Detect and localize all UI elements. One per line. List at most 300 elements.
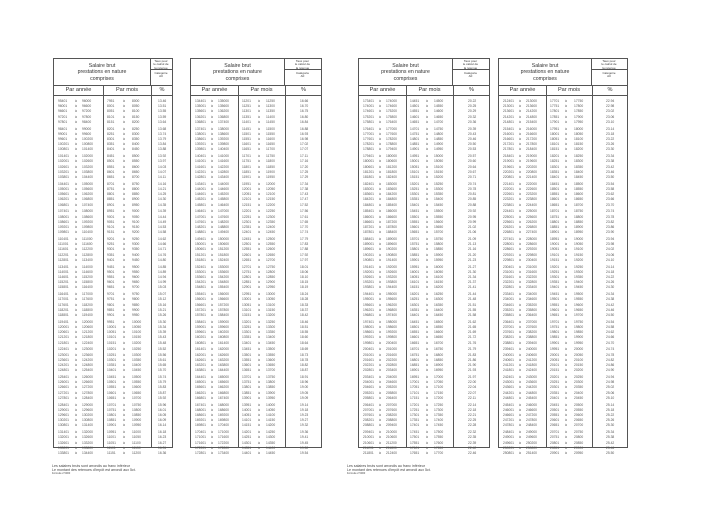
month-from: 10051 <box>107 330 117 335</box>
separator: à <box>123 440 125 445</box>
year-from: 160201 <box>195 335 207 340</box>
year-from: 250201 <box>503 445 515 450</box>
month-to: 15700 <box>434 230 444 235</box>
separator: à <box>379 219 381 224</box>
year-to: 108000 <box>82 209 94 214</box>
year-to: 166200 <box>218 385 230 390</box>
year-from: 174001 <box>363 104 375 109</box>
year-to: 97800 <box>82 114 92 119</box>
heading-line: Salaire brut <box>392 63 419 69</box>
table-header <box>54 59 172 86</box>
month-from: 10901 <box>107 423 117 428</box>
separator: à <box>123 423 125 428</box>
year-to: 249600 <box>526 435 538 440</box>
year-from: 137401 <box>195 126 207 131</box>
rate-pct: 23.38 <box>606 159 615 164</box>
year-to: 142200 <box>218 164 230 169</box>
rate-pct: 25.22 <box>606 413 615 417</box>
month-to: 18700 <box>574 202 584 207</box>
year-from: 204001 <box>363 380 375 385</box>
month-to: 9250 <box>132 237 140 241</box>
month-from: 13351 <box>242 335 252 340</box>
year-from: 177001 <box>363 131 375 136</box>
year-from: 208801 <box>363 423 375 428</box>
rate-pct: 14.30 <box>158 197 167 202</box>
month-from: 15751 <box>410 242 420 247</box>
year-to: 193800 <box>386 280 398 285</box>
month-to: 14400 <box>266 445 276 450</box>
year-from: 210601 <box>363 440 375 445</box>
table-row <box>54 175 172 180</box>
month-to: 19950 <box>574 340 584 345</box>
separator: à <box>519 375 521 379</box>
separator: à <box>211 357 213 362</box>
year-to: 161400 <box>218 340 230 345</box>
year-to: 234000 <box>526 292 538 297</box>
year-to: 121800 <box>82 335 94 340</box>
year-from: 111601 <box>58 247 69 252</box>
month-to: 15300 <box>434 187 444 191</box>
rate-pct: 15.30 <box>158 319 167 324</box>
separator: à <box>258 357 260 362</box>
year-to: 134400 <box>82 451 94 455</box>
month-to: 9400 <box>132 252 140 257</box>
separator: à <box>565 357 567 362</box>
year-from: 244801 <box>503 395 515 400</box>
rate-pct: 17.88 <box>300 247 309 252</box>
rate-pct: 14.11 <box>158 175 167 179</box>
month-from: 19401 <box>550 285 560 290</box>
month-from: 18051 <box>550 137 560 141</box>
year-to: 149400 <box>218 230 230 235</box>
separator: à <box>565 413 567 417</box>
separator: à <box>211 252 213 257</box>
month-to: 17250 <box>434 402 444 407</box>
month-from: 16101 <box>410 280 420 285</box>
separator: à <box>75 131 77 136</box>
year-to: 195600 <box>386 297 398 302</box>
rate-pct: 21.90 <box>468 363 477 367</box>
separator: à <box>258 131 260 136</box>
separator: à <box>211 307 213 312</box>
separator: à <box>379 147 381 152</box>
month-to: 16150 <box>434 280 444 285</box>
month-from: 16801 <box>410 357 420 362</box>
year-to: 184200 <box>386 192 398 197</box>
separator: à <box>211 423 213 428</box>
separator: à <box>379 164 381 169</box>
separator: à <box>123 451 125 455</box>
year-to: 148800 <box>218 225 230 229</box>
month-from: 16701 <box>410 347 420 352</box>
year-from: 153001 <box>195 269 207 274</box>
month-from: 14001 <box>242 407 252 412</box>
table-row <box>191 175 321 180</box>
separator: à <box>211 340 213 345</box>
rate-pct: 18.51 <box>300 325 309 329</box>
year-from: 135601 <box>195 109 207 114</box>
month-to: 17500 <box>434 430 444 435</box>
separator: à <box>123 104 125 109</box>
month-from: 17201 <box>410 402 420 407</box>
year-from: 99001 <box>58 131 68 136</box>
rate-pct: 14.66 <box>158 242 167 247</box>
year-from: 156601 <box>195 302 207 307</box>
month-to: 13400 <box>266 335 276 340</box>
month-to: 17000 <box>434 375 444 379</box>
month-to: 17200 <box>434 395 444 400</box>
heading-line: comprises <box>225 75 250 82</box>
separator: à <box>258 395 260 400</box>
year-from: 186601 <box>363 219 375 224</box>
separator: à <box>123 230 125 235</box>
month-to: 8950 <box>132 202 140 207</box>
month-from: 8051 <box>107 109 115 114</box>
month-from: 12851 <box>242 280 252 285</box>
year-to: 244800 <box>526 390 538 395</box>
month-from: 10551 <box>107 385 117 390</box>
rate-pct: 23.22 <box>606 137 615 141</box>
rate-pct: 20.29 <box>468 109 477 114</box>
rate-pct: 20.88 <box>468 202 477 207</box>
separator: à <box>258 175 260 179</box>
year-from: 189001 <box>363 242 375 247</box>
separator: à <box>565 142 567 147</box>
year-to: 188400 <box>386 230 398 235</box>
separator: à <box>258 423 260 428</box>
month-to: 11950 <box>266 175 275 179</box>
rate-pct: 22.98 <box>606 104 615 109</box>
month-to: 12600 <box>266 247 276 252</box>
separator: à <box>565 380 567 385</box>
year-to: 103800 <box>82 169 94 174</box>
rate-pct: 17.43 <box>300 192 309 197</box>
year-to: 185400 <box>386 202 398 207</box>
month-to: 20350 <box>574 385 584 390</box>
month-to: 19100 <box>574 247 584 252</box>
month-to: 12900 <box>266 280 276 285</box>
month-from: 10951 <box>107 430 117 435</box>
month-to: 15250 <box>434 181 444 186</box>
month-from: 20251 <box>550 380 560 385</box>
year-to: 233400 <box>526 285 538 290</box>
year-from: 178801 <box>363 147 375 152</box>
month-from: 8001 <box>107 104 115 109</box>
month-from: 10251 <box>107 352 117 357</box>
year-from: 246601 <box>503 413 515 417</box>
year-to: 177600 <box>386 131 398 136</box>
year-from: 165001 <box>195 380 207 385</box>
month-to: 8150 <box>132 114 140 119</box>
table-row <box>499 313 627 318</box>
separator: à <box>519 230 521 235</box>
separator: à <box>75 407 77 412</box>
month-from: 9401 <box>107 257 115 262</box>
year-to: 190800 <box>386 252 398 257</box>
rate-pct: 15.96 <box>158 402 167 407</box>
year-to: 155400 <box>218 285 230 290</box>
year-from: 203401 <box>363 375 375 379</box>
separator: à <box>258 192 260 197</box>
table-row <box>191 396 321 401</box>
month-from: 8751 <box>107 187 115 191</box>
year-to: 246000 <box>526 402 538 407</box>
month-to: 19800 <box>574 325 584 329</box>
separator: à <box>123 407 125 412</box>
separator: à <box>565 114 567 119</box>
year-from: 150001 <box>195 242 207 247</box>
month-to: 16300 <box>434 297 444 302</box>
year-to: 124800 <box>82 363 94 367</box>
year-to: 174600 <box>386 104 398 109</box>
rate-pct: 16.31 <box>158 445 167 450</box>
separator: à <box>123 126 125 131</box>
year-from: 202201 <box>363 363 375 367</box>
separator: à <box>75 252 77 257</box>
year-from: 232801 <box>503 285 515 290</box>
rate-pct: 17.47 <box>300 197 309 202</box>
month-to: 9100 <box>132 219 140 224</box>
year-from: 149401 <box>195 237 207 241</box>
year-from: 191401 <box>363 264 375 269</box>
year-from: 224401 <box>503 209 515 214</box>
year-to: 160800 <box>218 335 230 340</box>
table-row <box>191 230 321 235</box>
rate-pct: 16.27 <box>158 440 167 445</box>
year-to: 187800 <box>386 225 398 229</box>
rate-pct: 16.18 <box>158 430 167 435</box>
separator: à <box>519 445 521 450</box>
year-to: 210600 <box>386 435 398 440</box>
year-to: 159000 <box>218 319 230 324</box>
separator: à <box>211 335 213 340</box>
month-to: 11900 <box>266 169 275 174</box>
separator: à <box>211 109 213 114</box>
year-to: 141000 <box>218 154 230 159</box>
month-from: 12901 <box>242 285 252 290</box>
separator: à <box>258 159 260 164</box>
month-from: 15501 <box>410 214 420 219</box>
rate-pct: 15.34 <box>158 325 167 329</box>
month-to: 18750 <box>574 209 584 214</box>
rate-pct: 13.55 <box>158 109 167 114</box>
separator: à <box>123 197 125 202</box>
rate-pct: 21.13 <box>468 242 477 247</box>
separator: à <box>565 395 567 400</box>
month-to: 14050 <box>266 407 276 412</box>
month-to: 9750 <box>132 292 140 297</box>
separator: à <box>75 395 77 400</box>
month-to: 17100 <box>434 385 444 390</box>
year-to: 169200 <box>218 413 230 417</box>
month-from: 18401 <box>550 175 560 179</box>
year-from: 150601 <box>195 247 207 252</box>
month-to: 18300 <box>574 159 584 164</box>
separator: à <box>379 257 381 262</box>
month-from: 17251 <box>410 407 420 412</box>
year-from: 119401 <box>58 319 69 324</box>
month-from: 10101 <box>107 335 117 340</box>
separator: à <box>123 385 125 390</box>
separator: à <box>123 330 125 335</box>
separator: à <box>519 247 521 252</box>
month-from: 11951 <box>242 181 251 186</box>
year-to: 226800 <box>526 225 538 229</box>
month-from: 8201 <box>107 126 115 131</box>
year-to: 249000 <box>526 430 538 435</box>
table-header <box>499 59 627 86</box>
separator: à <box>211 385 213 390</box>
year-from: 200401 <box>363 347 375 352</box>
month-from: 13301 <box>242 330 252 335</box>
month-from: 13051 <box>242 302 252 307</box>
year-from: 96001 <box>58 104 68 109</box>
rate-pct: 20.78 <box>468 187 477 191</box>
month-to: 17550 <box>434 435 444 440</box>
year-from: 172801 <box>195 451 207 455</box>
separator: à <box>123 275 125 279</box>
year-from: 186001 <box>363 214 375 219</box>
separator: à <box>75 257 77 262</box>
year-to: 184800 <box>386 197 398 202</box>
heading-line: prestations en nature <box>520 69 570 76</box>
year-from: 201001 <box>363 352 375 357</box>
separator: à <box>519 154 521 159</box>
rate-heading-line: Taux pour <box>463 59 478 63</box>
rate-heading-line: la retenue <box>154 65 168 70</box>
separator: à <box>211 363 213 367</box>
year-to: 238200 <box>526 330 538 335</box>
rate-pct: 15.74 <box>158 375 167 379</box>
month-to: 19550 <box>574 297 584 302</box>
separator: à <box>379 363 381 367</box>
table-row <box>499 147 627 152</box>
separator: à <box>258 147 260 152</box>
separator: à <box>565 340 567 345</box>
separator: à <box>426 375 428 379</box>
separator: à <box>379 159 381 164</box>
separator: à <box>379 275 381 279</box>
month-to: 16450 <box>434 313 444 317</box>
year-from: 128401 <box>58 402 70 407</box>
rate-pct: 23.78 <box>606 214 615 219</box>
month-from: 8851 <box>107 197 115 202</box>
month-from: 7951 <box>107 99 115 103</box>
separator: à <box>426 363 428 367</box>
rate-pct: 23.82 <box>606 219 615 224</box>
year-to: 180600 <box>386 159 398 164</box>
separator: à <box>211 297 213 302</box>
month-from: 15351 <box>410 197 420 202</box>
month-from: 12351 <box>242 225 252 229</box>
separator: à <box>123 214 125 219</box>
separator: à <box>426 247 428 252</box>
month-to: 13200 <box>266 313 276 317</box>
month-from: 17751 <box>550 104 560 109</box>
separator: à <box>258 257 260 262</box>
month-to: 13250 <box>266 319 276 324</box>
category-code: A0 <box>300 74 305 79</box>
year-from: 120001 <box>58 325 70 329</box>
month-from: 14051 <box>242 413 252 417</box>
separator: à <box>565 319 567 324</box>
month-from: 20051 <box>550 357 560 362</box>
rate-pct: 20.67 <box>468 169 477 174</box>
salary-heading <box>499 59 592 85</box>
separator: à <box>211 230 213 235</box>
rate-pct: 25.46 <box>606 445 615 450</box>
table-row <box>54 258 172 263</box>
year-from: 169201 <box>195 418 207 423</box>
table-row <box>499 341 627 346</box>
year-from: 142201 <box>195 169 207 174</box>
month-from: 9901 <box>107 313 115 317</box>
table-row <box>359 423 489 428</box>
heading-line: comprises <box>90 75 114 82</box>
column-headers <box>359 85 489 96</box>
table-row <box>359 258 489 263</box>
month-to: 15100 <box>434 164 444 169</box>
rate-pct: 14.71 <box>158 247 167 252</box>
separator: à <box>379 264 381 269</box>
separator: à <box>379 192 381 197</box>
year-to: 148200 <box>218 219 230 224</box>
month-from: 16751 <box>410 352 420 357</box>
table-row <box>191 203 321 208</box>
month-to: 12850 <box>266 275 276 279</box>
year-to: 158400 <box>218 313 230 317</box>
year-from: 154801 <box>195 285 207 290</box>
separator: à <box>211 380 213 385</box>
month-from: 15951 <box>410 264 420 269</box>
year-to: 130200 <box>82 413 94 417</box>
separator: à <box>565 126 567 131</box>
month-from: 17701 <box>550 99 560 103</box>
month-from: 11501 <box>242 131 251 136</box>
month-to: 13100 <box>266 302 276 307</box>
month-to: 19500 <box>574 292 584 297</box>
month-from: 10301 <box>107 357 117 362</box>
year-to: 222600 <box>526 187 538 191</box>
rate-pct: 17.52 <box>300 202 309 207</box>
separator: à <box>258 445 260 450</box>
rate-pct: 14.85 <box>158 264 167 269</box>
separator: à <box>519 285 521 290</box>
year-from: 205801 <box>363 395 375 400</box>
month-to: 10650 <box>132 390 142 395</box>
col-header-month: Par mois <box>115 87 139 93</box>
separator: à <box>258 109 260 114</box>
year-to: 194400 <box>386 285 398 290</box>
month-to: 18900 <box>574 225 584 229</box>
year-from: 152401 <box>195 264 207 269</box>
year-to: 154800 <box>218 280 230 285</box>
table-row <box>54 230 172 235</box>
month-from: 10201 <box>107 347 117 352</box>
separator: à <box>379 280 381 285</box>
rate-pct: 21.69 <box>468 330 477 335</box>
rate-pct: 24.18 <box>606 269 615 274</box>
year-from: 222601 <box>503 192 515 197</box>
month-from: 19651 <box>550 313 560 317</box>
rate-pct: 17.16 <box>300 159 309 164</box>
month-from: 14451 <box>410 99 420 103</box>
table-row <box>191 341 321 346</box>
table-body <box>359 97 489 455</box>
separator: à <box>123 164 125 169</box>
separator: à <box>426 418 428 423</box>
separator: à <box>211 237 213 241</box>
